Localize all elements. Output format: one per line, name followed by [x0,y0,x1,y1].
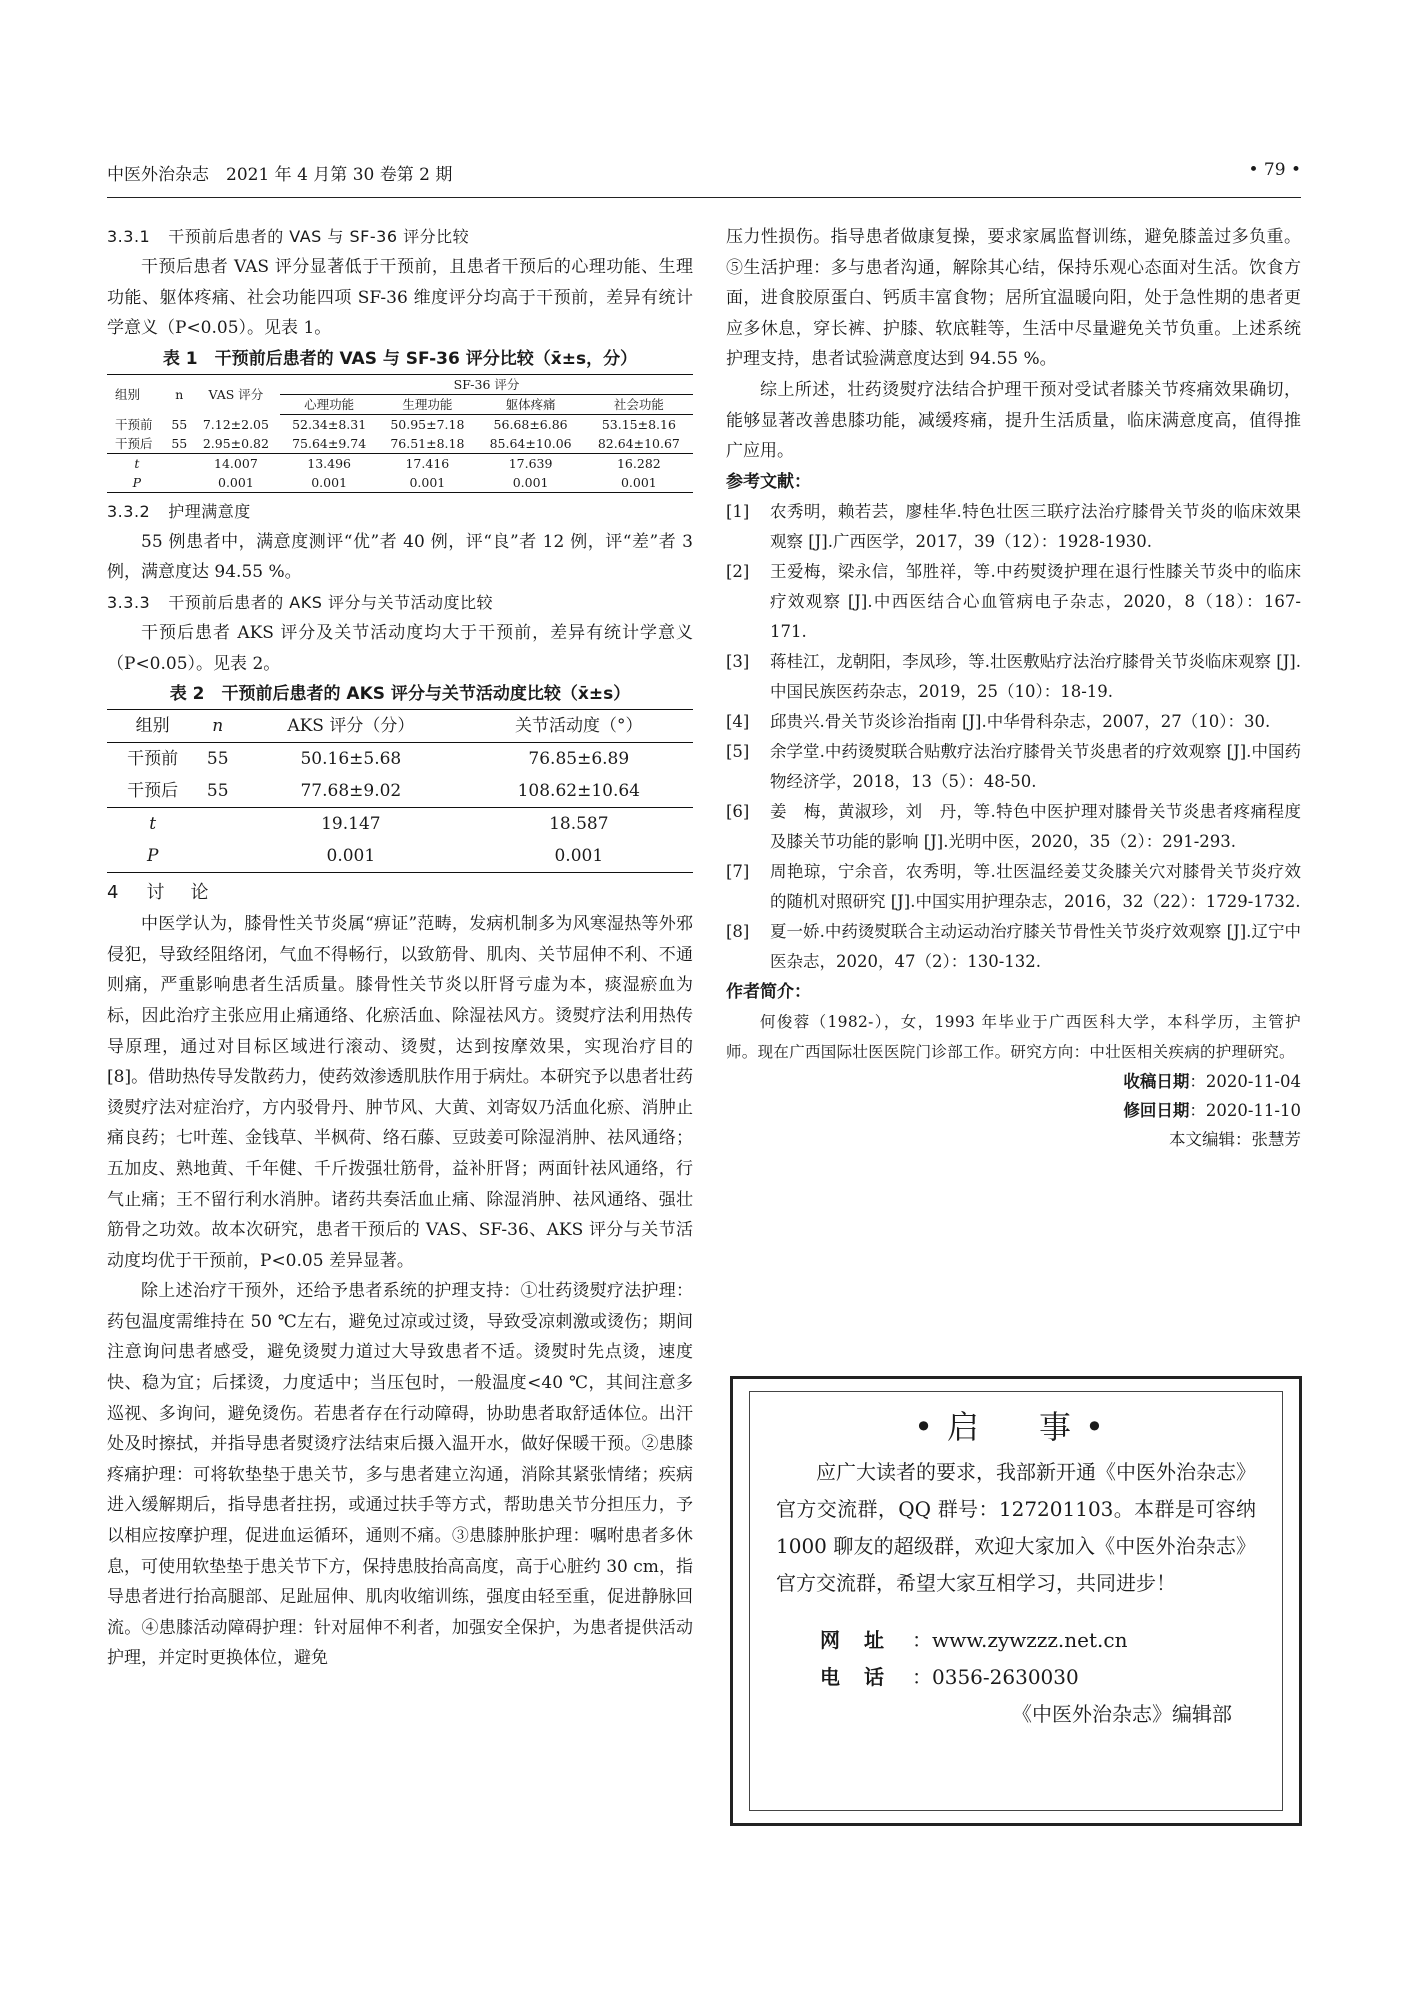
notice-phone: 电话 ：0356-2630030 [820,1665,1079,1689]
table-header: 躯体疼痛 [476,394,584,414]
paragraph: 干预后患者 AKS 评分及关节活动度均大于干预前，差异有统计学意义（P<0.05）。见表 2。 [107,622,693,674]
table-2 [107,709,693,873]
author-bio: 何俊蓉（1982-），女，1993 年毕业于广西医科大学，本科学历，主管护师。现在广西国际壮医医院门诊部工作。研究方向：中壮医相关疾病的护理研究。 [726,1012,1301,1061]
author-heading: 作者简介： [726,981,811,1002]
table-header: n [198,710,237,743]
table-header: 关节活动度（°） [465,710,693,743]
reference-item: [4] 邱贵兴.骨关节炎诊治指南 [J].中华骨科杂志，2007，27（10）：30. [726,711,1271,731]
reference-item: [1] 农秀明，赖若芸，廖桂华.特色壮医三联疗法治疗膝骨关节炎的临床效果观察 [J].广西医学，2017，39（12）：1928-1930. [726,501,1301,551]
reference-item: [8] 夏一娇.中药烫熨联合主动运动治疗膝关节骨性关节炎疗效观察 [J].辽宁中医杂志，2020，47（2）：130-132. [726,921,1301,971]
section-4-heading: 4 讨 论 [107,882,213,904]
table-2-title: 表 2 干预前后患者的 AKS 评分与关节活动度比较（x̄±s） [169,684,631,705]
table-row: 干预前 55 7.12±2.05 52.34±8.31 50.95±7.18 56.68±6.86 53.15±8.16 [115,416,676,432]
page-number: • 79 • [1248,160,1301,180]
table-header: VAS 评分 [208,387,264,403]
table-row: P 0.001 0.001 0.001 0.001 0.001 [107,473,693,493]
header-rule [107,197,1301,198]
paragraph: 除上述治疗干预外，还给予患者系统的护理支持：①壮药烫熨疗法护理：药包温度需维持在 50 ℃左右，避免过凉或过烫，导致受凉刺激或烫伤；期间注意询问患者感受，避免烫熨力道过大导致患者不适。烫熨时先点烫，速度快、稳为宜；后揉烫，力度适中；当压包时，一般温度<40 ℃，其间注意多巡视、多询问，避免烫伤。若患者存在行动障碍，协助患者取舒适体位。出汗处及时擦拭，并指导患者熨烫疗法结束后摄入温开水，做好保暖干预。②患膝疼痛护理：可将软垫垫于患关节，多与患者建立沟通，消除其紧张情绪；疾病进入缓解期后，指导患者拄拐，或通过扶手等方式，帮助患关节分担压力，予以相应按摩护理，促进血运循环，通则不痛。③患膝肿胀护理：嘱咐患者多休息，可使用软垫垫于患关节下方，保持患肢抬高高度，高于心脏约 30 cm，指导患者进行抬高腿部、足趾屈伸、肌肉收缩训练，强度由轻至重，促进静脉回流。④患膝活动障碍护理：针对屈伸不利者，加强安全保护，为患者提供活动护理，并定时更换体位，避免 [107,1281,693,1669]
table-row: 干预前 55 50.16±5.68 76.85±6.89 [127,749,630,770]
reference-item: [5] 余学堂.中药烫熨联合贴敷疗法治疗膝骨关节炎患者的疗效观察 [J].中国药物经济学，2018，13（5）：48-50. [726,741,1301,791]
section-3-3-2-heading: 3.3.2 护理满意度 [107,501,251,521]
table-header: 心理功能 [280,394,378,414]
editor-credit: 本文编辑：张慧芳 [1169,1129,1301,1149]
right-column [726,222,1301,1154]
notice-body: 应广大读者的要求，我部新开通《中医外治杂志》官方交流群，QQ 群号：127201103。本群是可容纳 1000 聊友的超级群，欢迎大家加入《中医外治杂志》官方交流群，希望大家互相学习，共同进步！ [776,1460,1256,1595]
running-header [107,160,1301,190]
table-row: t 14.007 13.496 17.416 17.639 16.282 [107,453,693,473]
paragraph: 综上所述，壮药烫熨疗法结合护理干预对受试者膝关节疼痛效果确切，能够显著改善患膝功能，减缓疼痛，提升生活质量，临床满意度高，值得推广应用。 [726,379,1301,462]
table-1-title: 表 1 干预前后患者的 VAS 与 SF-36 评分比较（x̄±s，分） [162,348,638,369]
table-header: 生理功能 [378,394,476,414]
notice-box [730,1376,1302,1826]
table-header: AKS 评分（分） [237,710,465,743]
paragraph: 中医学认为，膝骨性关节炎属“痹证”范畴，发病机制多为风寒湿热等外邪侵犯，导致经阻络闭，气血不得畅行，以致筋骨、肌肉、关节屈伸不利、不通则痛，严重影响患者生活质量。膝骨性关节炎以肝肾亏虚为本，痰湿瘀血为标，因此治疗主张应用止痛通络、化瘀活血、除湿祛风方。烫熨疗法利用热传导原理，通过对目标区域进行滚动、烫熨，达到按摩效果，实现治疗目的 [8]。借助热传导发散药力，使药效渗透肌肤作用于病灶。本研究予以患者壮药烫熨疗法对症治疗，方内驳骨丹、肿节风、大黄、刘寄奴乃活血化瘀、消肿止痛良药；七叶莲、金钱草、半枫荷、络石藤、豆豉姜可除湿消肿、祛风通络；五加皮、熟地黄、千年健、千斤拨强壮筋骨，益补肝肾；两面针祛风通络，行气止痛；王不留行利水消肿。诸药共奏活血止痛、除湿消肿、祛风通络、强壮筋骨之功效。故本次研究，患者干预后的 VAS、SF-36、AKS 评分与关节活动度均优于干预前，P<0.05 差异显著。 [107,914,693,1271]
left-column [107,222,693,1674]
paragraph: 压力性损伤。指导患者做康复操，要求家属监督训练，避免膝盖过多负重。⑤生活护理：多与患者沟通，解除其心结，保持乐观心态面对生活。饮食方面，进食胶原蛋白、钙质丰富食物；居所宜温暖向阳，处于急性期的患者更应多休息，穿长裤、护膝、软底鞋等，生活中尽量避免关节负重。上述系统护理支持，患者试验满意度达到 94.55 %。 [726,227,1301,370]
table-row: t 19.147 18.587 [107,808,693,841]
received-date: 收稿日期：2020-11-04 [1123,1071,1301,1091]
section-3-3-3-heading: 3.3.3 干预前后患者的 AKS 评分与关节活动度比较 [107,592,493,612]
table-row: P 0.001 0.001 [107,840,693,873]
paragraph: 干预后患者 VAS 评分显著低于干预前，且患者干预后的心理功能、生理功能、躯体疼痛、社会功能四项 SF-36 维度评分均高于干预前，差异有统计学意义（P<0.05）。见表 1。 [107,257,693,339]
reference-item: [3] 蒋桂江，龙朝阳，李凤珍，等.壮医敷贴疗法治疗膝骨关节炎临床观察 [J].中国民族医药杂志，2019，25（10）：18-19. [726,651,1301,701]
notice-signature: 《中医外治杂志》编辑部 [1012,1702,1232,1726]
notice-title: •启 事• [914,1408,1118,1446]
reference-item: [6] 姜 梅，黄淑珍，刘 丹，等.特色中医护理对膝骨关节炎患者疼痛程度及膝关节功能的影响 [J].光明中医，2020，35（2）：291-293. [726,801,1301,851]
reference-item: [7] 周艳琼，宁余音，农秀明，等.壮医温经姜艾灸膝关穴对膝骨关节炎疗效的随机对照研究 [J].中国实用护理杂志，2016，32（22）：1729-1732. [726,861,1301,911]
notice-website: 网址 ：www.zywzzz.net.cn [820,1628,1128,1652]
reference-list [726,497,1301,977]
notice-inner-frame [749,1391,1283,1811]
table-header: 组别 [115,387,141,403]
reference-item: [2] 王爱梅，梁永信，邹胜祥，等.中药熨烫护理在退行性膝关节炎中的临床疗效观察 [J].中西医结合心血管病电子杂志，2020，8（18）：167-171. [726,561,1301,641]
paragraph: 55 例患者中，满意度测评“优”者 40 例，评“良”者 12 例，评“差”者 3 例，满意度达 94.55 %。 [107,531,693,583]
website-link[interactable]: ：www.zywzzz.net.cn [912,1628,1128,1652]
revised-date: 修回日期：2020-11-10 [1123,1100,1301,1120]
table-1 [107,374,693,493]
table-header: n [175,387,184,403]
table-row: 干预后 55 2.95±0.82 75.64±9.74 76.51±8.18 85.64±10.06 82.64±10.67 [115,435,680,451]
table-row: 干预后 55 77.68±9.02 108.62±10.64 [127,781,640,802]
table-header: 组别 [107,710,198,743]
references-heading: 参考文献： [726,471,811,492]
journal-issue: 中医外治杂志 2021 年 4 月第 30 卷第 2 期 [107,165,453,185]
table-header: 社会功能 [585,394,693,414]
section-3-3-1-heading: 3.3.1 干预前后患者的 VAS 与 SF-36 评分比较 [107,227,470,246]
table-header: SF-36 评分 [280,374,693,394]
